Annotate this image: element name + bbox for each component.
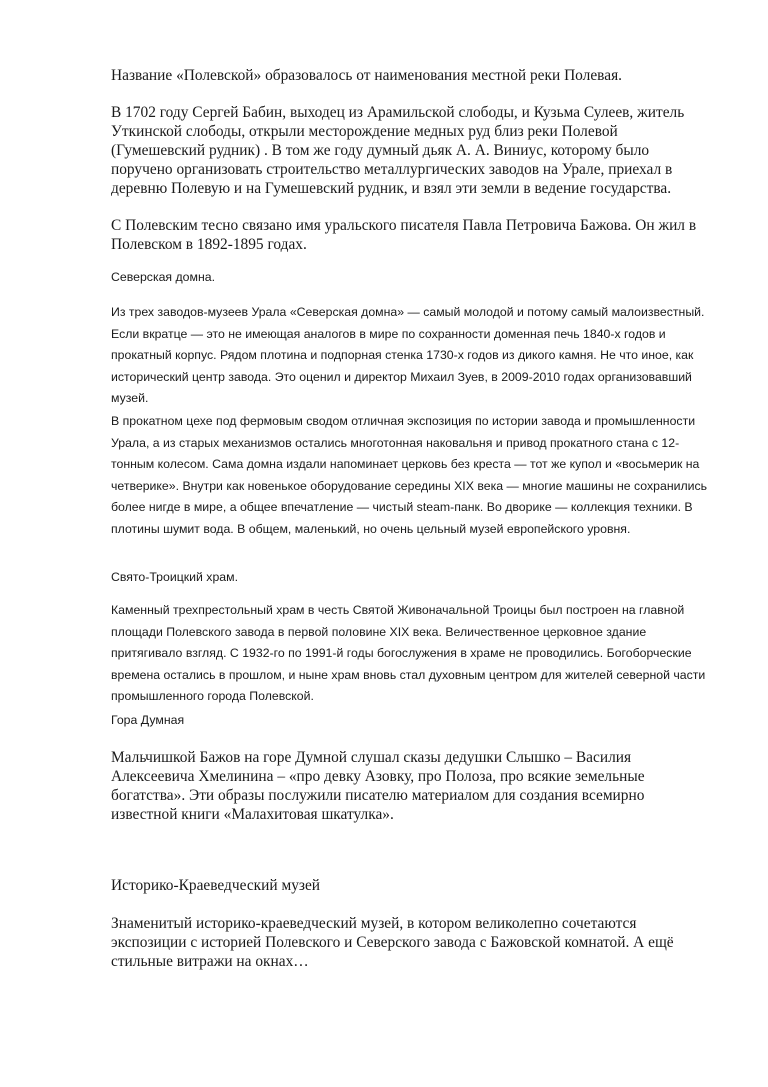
heading-gora-dumnaya xyxy=(111,710,711,732)
paragraph-rolling-shop-text: В прокатном цехе под фермовым сводом отличная экспозиция по истории завода и промышленности Урала, а из старых механизмов остались многотонная наковальня и привод прокатного стана с 12-тонным колесом. Сама домна издали напоминает церковь без креста — тот же купол и «восьмерик на четверике». Внутри как новенькое оборудование середины XIX века — многие машины не сохранились более нигде в мире, а общее впечатление — чистый steam-панк. Во дворике — коллекция техники. В плотины шумит вода. В общем, маленький, но очень цельный музей европейского уровня. xyxy=(111,414,708,536)
paragraph-trinity-church-text: Каменный трехпрестольный храм в честь Святой Живоначальной Троицы был построен на главной площади Полевского завода в первой половине XIX века. Величественное церковное здание притягивало взгляд. С 1932-го по 1991-й годы богослужения в храме не проводились. Богоборческие времена остались в прошлом, и ныне храм вновь стал духовным центром для жителей северной части промышленного города Полевской. xyxy=(111,603,706,703)
heading-severskaya-domna-text: Северская домна. xyxy=(111,270,216,284)
heading-local-history-museum xyxy=(111,876,711,895)
paragraph-local-history-museum-text: Знаменитый историко-краеведческий музей, в котором великолепно сочетаются экспозиции с историей Полевского и Северского завода с Бажовской комнатой. А ещё стильные витражи на окнах… xyxy=(111,915,674,970)
heading-trinity-church-text: Свято-Троицкий храм. xyxy=(111,570,239,584)
paragraph-polevskoy-name xyxy=(111,66,711,85)
paragraph-trinity-church xyxy=(111,600,711,708)
paragraph-bazhov-text: С Полевским тесно связано имя уральского писателя Павла Петровича Бажова. Он жил в Полевском в 1892-1895 годах. xyxy=(111,217,697,253)
paragraph-severskaya-museum-text: Из трех заводов-музеев Урала «Северская домна» — самый молодой и потому самый малоизвестный. Если вкратце — это не имеющая аналогов в мире по сохранности доменная печь 1840-х годов и прокатный корпус. Рядом плотина и подпорная стенка 1730-х годов из дикого камня. Не что иное, как исторический центр завода. Это оценил и директор Михаил Зуев, в 2009-2010 годах организовавший музей. xyxy=(111,305,705,405)
paragraph-polevskoy-name-text: Название «Полевской» образовалось от наименования местной реки Полевая. xyxy=(111,67,623,84)
paragraph-gora-dumnaya-text: Мальчишкой Бажов на горе Думной слушал сказы дедушки Слышко – Василия Алексеевича Хмелинина – «про девку Азовку, про Полоза, про всякие земельные богатства». Эти образы послужили писателю материалом для создания всемирно известной книги «Малахитовая шкатулка». xyxy=(111,749,645,823)
paragraph-local-history-museum xyxy=(111,914,711,971)
heading-severskaya-domna xyxy=(111,267,711,289)
paragraph-bazhov xyxy=(111,216,711,254)
paragraph-severskaya-museum xyxy=(111,302,711,410)
heading-trinity-church xyxy=(111,567,711,589)
heading-local-history-museum-text: Историко-Краеведческий музей xyxy=(111,877,321,894)
paragraph-gora-dumnaya xyxy=(111,748,711,824)
heading-gora-dumnaya-text: Гора Думная xyxy=(111,713,185,727)
paragraph-history-1702-text: В 1702 году Сергей Бабин, выходец из Арамильской слободы, и Кузьма Сулеев, житель Уткинской слободы, открыли месторождение медных руд близ реки Полевой (Гумешевский рудник) . В том же году думный дьяк А. А. Виниус, которому было поручено организовать строительство металлургических заводов на Урале, приехал в деревню Полевую и на Гумешевский рудник, и взял эти земли в ведение государства. xyxy=(111,104,685,197)
paragraph-rolling-shop xyxy=(111,411,711,540)
paragraph-history-1702 xyxy=(111,103,711,198)
